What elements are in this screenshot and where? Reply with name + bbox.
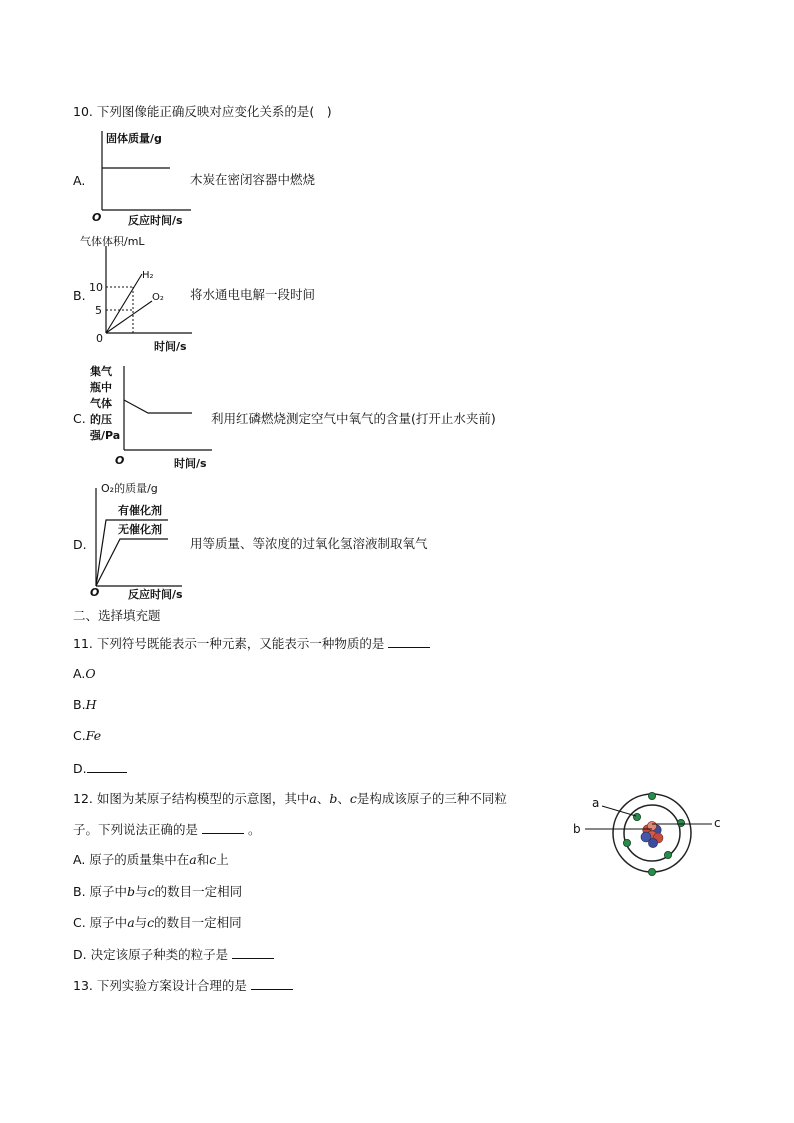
electron [648, 868, 655, 875]
q12-answer-blank[interactable] [202, 821, 244, 834]
q12-option-c-text-2: 与 [134, 915, 148, 930]
q10-option-c-letter: C. [73, 411, 86, 426]
q11-answer-blank[interactable] [388, 635, 430, 648]
q12-option-d-blank[interactable] [232, 946, 274, 959]
graph-c-ylabel-5: 强/Pa [90, 429, 121, 442]
electron [623, 839, 630, 846]
q12-stem-text-1: 12. 如图为某原子结构模型的示意图，其中 [73, 791, 310, 806]
q12-option-b-text-1: B. 原子中 [73, 884, 128, 899]
graph-b-o2-label: O₂ [152, 292, 164, 303]
graph-a-ylabel: 固体质量/g [106, 132, 162, 145]
q12-option-d-text: D. 决定该原子种类的粒子是 [73, 947, 229, 962]
graph-b-xlabel: 时间/s [154, 340, 187, 353]
q12-stem-text-2: 是构成该原子的三种不同粒 [356, 791, 507, 806]
q13-stem-line [73, 977, 293, 994]
q13-stem: 13. 下列实验方案设计合理的是 [73, 978, 247, 993]
q12-option-a-text-3: 上 [216, 852, 229, 867]
q10-option-a-letter: A. [73, 173, 86, 188]
q10-option-b-letter: B. [73, 288, 86, 303]
q13-answer-blank[interactable] [251, 977, 293, 990]
q11-stem-line [73, 635, 430, 652]
q12-option-a-text-1: A. 原子的质量集中在 [73, 852, 190, 867]
graph-c-xlabel: 时间/s [174, 457, 207, 470]
label-a-leader [602, 806, 636, 816]
graph-d-origin: O [90, 586, 100, 599]
q11-stem: 11. 下列符号既能表示一种元素，又能表示一种物质的是 [73, 636, 385, 651]
graph-d-xlabel: 反应时间/s [128, 588, 183, 601]
electron [633, 813, 640, 820]
q12-stem-line-1 [73, 791, 507, 807]
q12-stem-period: 。 [247, 822, 261, 837]
graph-b-h2-label: H₂ [142, 270, 154, 281]
q10-graph-d [86, 480, 206, 602]
q10-option-a-desc: 木炭在密闭容器中燃烧 [190, 172, 316, 187]
q12-stem-line-2 [73, 821, 261, 838]
graph-d-no-catalyst-line [96, 539, 168, 586]
graph-b-tick-5: 5 [95, 304, 102, 317]
q12-option-a [73, 852, 229, 868]
diagram-label-c: c [714, 816, 721, 830]
q12-option-b [73, 884, 242, 900]
q11-option-b-value: H [85, 697, 97, 712]
q12-stem-text-3: 子。下列说法正确的是 [73, 822, 199, 837]
q10-graph-a [78, 128, 198, 227]
q10-stem: 10. 下列图像能正确反映对应变化关系的是( ) [73, 104, 332, 119]
graph-c-ylabel-1: 集气 [90, 365, 112, 378]
q10-graph-c [88, 362, 228, 474]
q12-option-b-text-2: 与 [135, 884, 148, 899]
q12-option-c-var-2: c [147, 915, 155, 930]
graph-d-no-catalyst-label: 无催化剂 [118, 523, 162, 536]
q12-option-b-var-1: b [127, 884, 136, 899]
graph-c-origin: O [115, 454, 125, 467]
q12-option-a-var-1: a [189, 852, 197, 867]
q10-option-d-desc: 用等质量、等浓度的过氧化氢溶液制取氧气 [190, 536, 428, 551]
graph-c-line [124, 400, 192, 413]
electron [648, 792, 655, 799]
q10-option-b-desc: 将水通电电解一段时间 [190, 287, 316, 302]
q10-graph-b [80, 234, 206, 353]
diagram-label-a: a [592, 796, 600, 810]
q11-option-c [73, 728, 101, 744]
graph-b-o2-line [106, 301, 152, 333]
graph-b-ylabel: 气体体积/mL [80, 235, 145, 248]
q12-stem-sep-2: 、 [337, 791, 350, 806]
graph-c-ylabel-4: 的压 [90, 413, 112, 426]
graph-d-ylabel: O₂的质量/g [101, 482, 158, 495]
graph-b-tick-10: 10 [89, 281, 103, 294]
q12-option-c-text-1: C. 原子中 [73, 915, 128, 930]
graph-b-h2-line [106, 274, 142, 333]
graph-c-ylabel-3: 气体 [90, 397, 112, 410]
q11-option-c-letter: C. [73, 728, 86, 743]
atom-nucleus [641, 821, 663, 847]
section-2-heading: 二、选择填充题 [73, 608, 161, 623]
graph-d-catalyst-label: 有催化剂 [118, 504, 162, 517]
q12-option-c-var-1: a [127, 915, 135, 930]
q12-option-a-var-2: c [209, 852, 217, 867]
q12-option-d [73, 946, 274, 963]
q11-option-a [73, 666, 96, 682]
q11-option-a-value: O [85, 666, 96, 681]
q10-option-d-letter: D. [73, 537, 87, 552]
q12-option-b-text-3: 的数目一定相同 [154, 884, 243, 899]
q12-stem-var-b: b [329, 791, 338, 806]
graph-b-origin: 0 [96, 332, 103, 345]
q12-option-c-text-3: 的数目一定相同 [154, 915, 242, 930]
q12-stem-var-a: a [309, 791, 317, 806]
electron [677, 819, 684, 826]
q12-stem-var-c: c [349, 791, 357, 806]
q11-option-c-value: Fe [85, 728, 102, 743]
q11-option-d [73, 760, 127, 777]
q11-option-d-blank[interactable] [87, 760, 127, 773]
graph-a-xlabel: 反应时间/s [128, 214, 183, 227]
q11-option-a-letter: A. [73, 666, 86, 681]
electron [664, 851, 671, 858]
q11-option-b-letter: B. [73, 697, 86, 712]
diagram-label-b: b [573, 822, 581, 836]
graph-c-ylabel-2: 瓶中 [90, 381, 112, 394]
q10-option-c-desc: 利用红磷燃烧测定空气中氧气的含量(打开止水夹前) [211, 411, 496, 426]
q12-option-a-text-2: 和 [196, 852, 210, 867]
q11-option-b [73, 697, 96, 713]
atom-structure-diagram [568, 786, 728, 881]
q11-option-d-letter: D. [73, 761, 87, 776]
q12-stem-sep-1: 、 [316, 791, 330, 806]
graph-a-origin: O [92, 211, 102, 224]
q12-option-c [73, 915, 242, 931]
q12-option-b-var-2: c [147, 884, 155, 899]
